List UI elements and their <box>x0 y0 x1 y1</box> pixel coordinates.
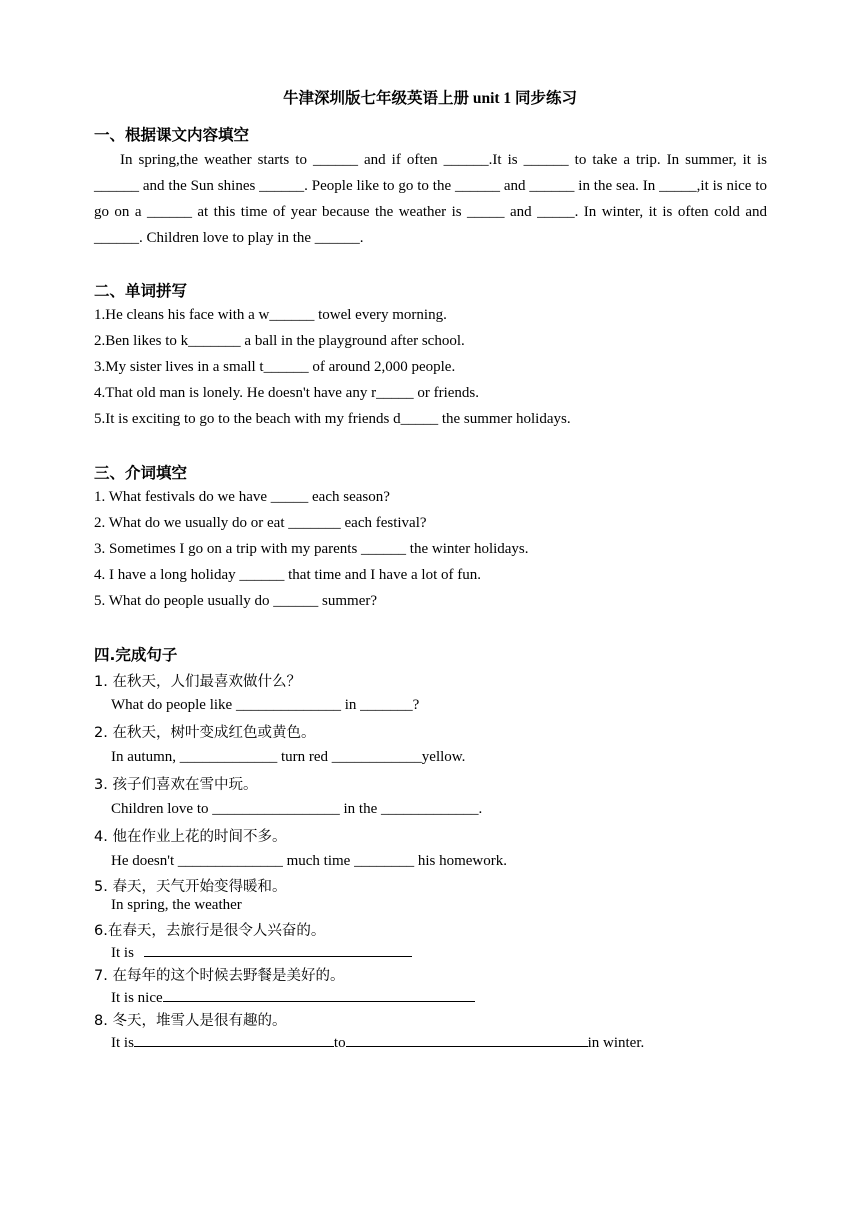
preposition-item-4: 4. I have a long holiday ______ that time and I have a lot of fun. <box>94 567 481 583</box>
sentence-3-chinese: 3. 孩子们喜欢在雪中玩。 <box>94 777 258 793</box>
spelling-item-4: 4.That old man is lonely. He doesn't have any r_____ or friends. <box>94 385 479 401</box>
sentence-3-english: Children love to _________________ in the _____________. <box>111 801 483 817</box>
sentence-8-end: in winter. <box>587 1035 645 1051</box>
preposition-item-5: 5. What do people usually do ______ summer? <box>94 593 378 609</box>
sentence-6-english <box>111 942 412 962</box>
sentence-7-chinese: 7. 在每年的这个时候去野餐是美好的。 <box>94 968 345 984</box>
section4-heading: 四.完成句子 <box>94 646 178 664</box>
sentence-6-prefix: It is <box>111 945 134 961</box>
preposition-item-3: 3. Sometimes I go on a trip with my parents ______ the winter holidays. <box>94 541 529 557</box>
sentence-4-chinese: 4. 他在作业上花的时间不多。 <box>94 829 287 845</box>
sentence-2-english: In autumn, _____________ turn red ____________yellow. <box>111 749 466 765</box>
sentence-5-english: In spring, the weather <box>111 897 242 913</box>
sentence-8-english <box>111 1032 644 1052</box>
spelling-item-2: 2.Ben likes to k_______ a ball in the playground after school. <box>94 333 465 349</box>
answer-blank[interactable] <box>144 942 412 957</box>
fill-paragraph-text: In spring,the weather starts to ______ and if often ______.It is ______ to take a trip. In summer, it is ______ and the Sun shines ______. People like to go to the ______ and ______ in the sea. In _____,it is nice to go on a ______ at this time of year because the weather is _____ and _____. In winter, it is often cold and ______. Children love to play in the ______. <box>94 152 767 246</box>
preposition-item-2: 2. What do we usually do or eat _______ each festival? <box>94 515 427 531</box>
sentence-8-chinese: 8. 冬天，堆雪人是很有趣的。 <box>94 1013 287 1029</box>
sentence-7-english <box>111 987 475 1007</box>
sentence-5-chinese: 5. 春天，天气开始变得暖和。 <box>94 879 287 895</box>
sentence-6-chinese: 6.在春天，去旅行是很令人兴奋的。 <box>94 923 326 939</box>
section1-paragraph <box>94 147 767 251</box>
sentence-1-chinese: 1. 在秋天，人们最喜欢做什么？ <box>94 674 301 690</box>
preposition-item-1: 1. What festivals do we have _____ each season? <box>94 489 390 505</box>
sentence-1-english: What do people like ______________ in _______? <box>111 697 420 713</box>
sentence-7-prefix: It is nice <box>111 990 163 1006</box>
answer-blank[interactable] <box>346 1032 588 1047</box>
spelling-item-1: 1.He cleans his face with a w______ towel every morning. <box>94 307 447 323</box>
answer-blank[interactable] <box>134 1032 334 1047</box>
sentence-4-english: He doesn't ______________ much time ________ his homework. <box>111 853 507 869</box>
sentence-8-prefix: It is <box>111 1035 134 1051</box>
page-title: 牛津深圳版七年级英语上册 unit 1 同步练习 <box>282 90 578 107</box>
section1-heading: 一、根据课文内容填空 <box>94 126 250 144</box>
answer-blank[interactable] <box>163 987 475 1002</box>
spelling-item-5: 5.It is exciting to go to the beach with my friends d_____ the summer holidays. <box>94 411 571 427</box>
section2-heading: 二、单词拼写 <box>94 282 188 300</box>
spelling-item-3: 3.My sister lives in a small t______ of around 2,000 people. <box>94 359 456 375</box>
sentence-8-mid: to <box>333 1035 346 1051</box>
sentence-2-chinese: 2. 在秋天，树叶变成红色或黄色。 <box>94 725 316 741</box>
section3-heading: 三、介词填空 <box>94 464 188 482</box>
